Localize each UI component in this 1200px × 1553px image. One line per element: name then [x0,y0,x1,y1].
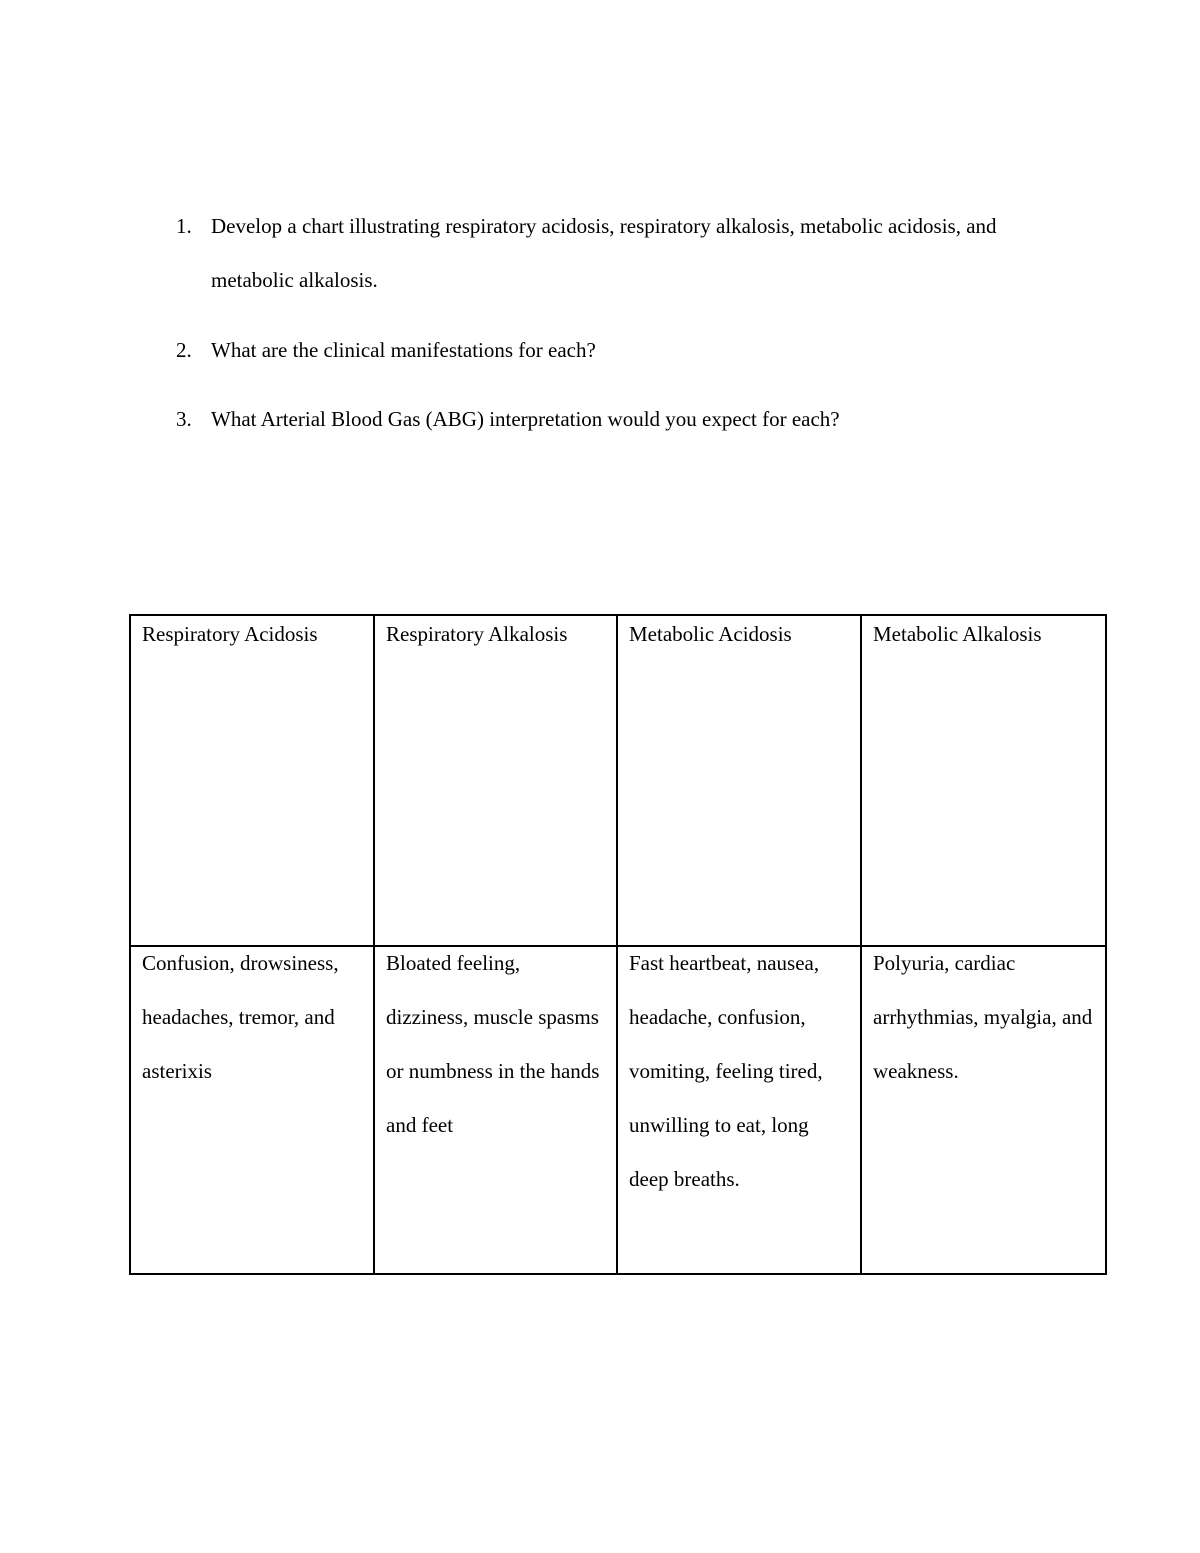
table-header-row [130,615,1106,946]
manifestations-respiratory-acidosis: Confusion, drowsiness, headaches, tremor, and asterixis [142,951,339,1083]
question-text: What are the clinical manifestations for each? [211,338,596,362]
table-header-cell [617,615,861,946]
table-cell [130,946,374,1274]
table-cell [617,946,861,1274]
manifestations-metabolic-acidosis: Fast heartbeat, nausea, headache, confusion, vomiting, feeling tired, unwilling to eat, long deep breaths. [629,951,823,1191]
acid-base-table [129,614,1107,1275]
table-header-cell [861,615,1106,946]
table-cell [374,946,617,1274]
table-cell [861,946,1106,1274]
header-respiratory-alkalosis: Respiratory Alkalosis [386,622,568,646]
question-text: What Arterial Blood Gas (ABG) interpretation would you expect for each? [211,407,840,431]
manifestations-respiratory-alkalosis: Bloated feeling, dizziness, muscle spasms or numbness in the hands and feet [386,951,600,1137]
header-metabolic-acidosis: Metabolic Acidosis [629,622,792,646]
manifestations-metabolic-alkalosis: Polyuria, cardiac arrhythmias, myalgia, and weakness. [873,951,1093,1083]
table-row [130,946,1106,1274]
header-metabolic-alkalosis: Metabolic Alkalosis [873,622,1042,646]
question-number: 1. [176,214,192,238]
question-number: 3. [176,407,192,431]
header-respiratory-acidosis: Respiratory Acidosis [142,622,318,646]
table-header-cell [130,615,374,946]
question-text: Develop a chart illustrating respiratory acidosis, respiratory alkalosis, metabolic acidosis, and metabolic alkalosis. [211,214,997,292]
question-number: 2. [176,338,192,362]
table-header-cell [374,615,617,946]
